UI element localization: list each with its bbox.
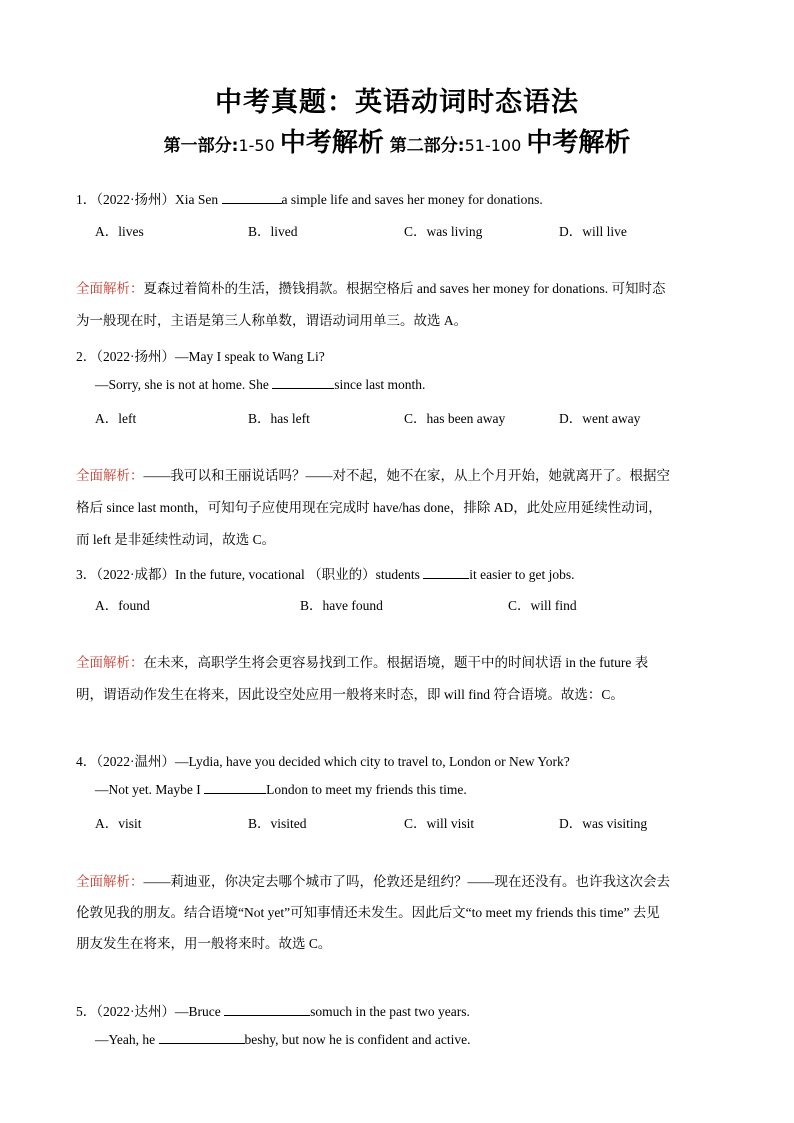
question-5-stem: 5．（2022·达州）—Bruce somuch in the past two years. [76, 1004, 470, 1019]
answer-blank[interactable] [159, 1031, 245, 1044]
question-3-stem: 3．（2022·成都）In the future, vocational （职业的）students it easier to get jobs. [76, 567, 575, 582]
q4-option-d[interactable]: D．was visiting [559, 816, 648, 831]
q4-option-c[interactable]: C．will visit [404, 816, 475, 831]
q4-analysis-line: 全面解析：——莉迪亚，你决定去哪个城市了吗，伦敦还是纽约？——现在还没有。也许我这次会去 [76, 874, 670, 889]
q3-analysis-line: 明，谓语动作发生在将来，因此设空处应用一般将来时态，即 will find 符合语境。故选：C。 [76, 687, 624, 702]
q3-analysis-line: 全面解析：在未来，高职学生将会更容易找到工作。根据语境，题干中的时间状语 in the future 表 [76, 655, 649, 670]
page-subtitle: 第一部分:1-50 中考解析 第二部分:51-100 中考解析 [163, 128, 631, 158]
q2-option-a[interactable]: A．left [95, 411, 137, 426]
question-5-response: —Yeah, he beshy, but now he is confident and active. [95, 1032, 471, 1047]
question-4-stem: 4．（2022·温州）—Lydia, have you decided which city to travel to, London or New York? [76, 754, 570, 769]
page-title: 中考真题：英语动词时态语法 [215, 87, 579, 118]
q2-analysis-line: 格后 since last month，可知句子应使用现在完成时 have/has done，排除 AD，此处应用延续性动词， [76, 500, 662, 515]
q1-option-b[interactable]: B．lived [248, 224, 298, 239]
answer-blank[interactable] [222, 191, 282, 204]
q3-option-b[interactable]: B．have found [300, 598, 383, 613]
q3-option-c[interactable]: C．will find [508, 598, 577, 613]
question-4-response: —Not yet. Maybe I London to meet my friends this time. [95, 782, 467, 797]
q1-option-a[interactable]: A．lives [95, 224, 144, 239]
q2-analysis-line: 全面解析：——我可以和王丽说话吗？——对不起，她不在家，从上个月开始，她就离开了。根据空 [76, 468, 670, 483]
q1-option-c[interactable]: C．was living [404, 224, 483, 239]
q1-analysis-line: 全面解析：夏森过着简朴的生活，攒钱捐款。根据空格后 and saves her money for donations. 可知时态 [76, 281, 666, 296]
question-1-stem: 1．（2022·扬州）Xia Sen a simple life and saves her money for donations. [76, 192, 543, 207]
answer-blank[interactable] [272, 376, 334, 389]
question-2-stem: 2．（2022·扬州）—May I speak to Wang Li? [76, 349, 325, 364]
answer-blank[interactable] [204, 781, 266, 794]
q4-option-b[interactable]: B．visited [248, 816, 307, 831]
q2-analysis-line: 而 left 是非延续性动词，故选 C。 [76, 532, 276, 547]
q4-analysis-line: 伦敦见我的朋友。结合语境“Not yet”可知事情还未发生。因此后文“to meet my friends this time” 去见 [76, 905, 660, 920]
question-2-response: —Sorry, she is not at home. She since last month. [95, 377, 426, 392]
q2-option-d[interactable]: D．went away [559, 411, 641, 426]
q1-analysis-line: 为一般现在时，主语是第三人称单数，谓语动词用单三。故选 A。 [76, 313, 468, 328]
q2-option-c[interactable]: C．has been away [404, 411, 506, 426]
answer-blank[interactable] [224, 1003, 310, 1016]
q2-option-b[interactable]: B．has left [248, 411, 310, 426]
q4-analysis-line: 朋友发生在将来，用一般将来时。故选 C。 [76, 936, 332, 951]
answer-blank[interactable] [423, 566, 469, 579]
q1-option-d[interactable]: D．will live [559, 224, 627, 239]
q3-option-a[interactable]: A．found [95, 598, 150, 613]
q4-option-a[interactable]: A．visit [95, 816, 142, 831]
